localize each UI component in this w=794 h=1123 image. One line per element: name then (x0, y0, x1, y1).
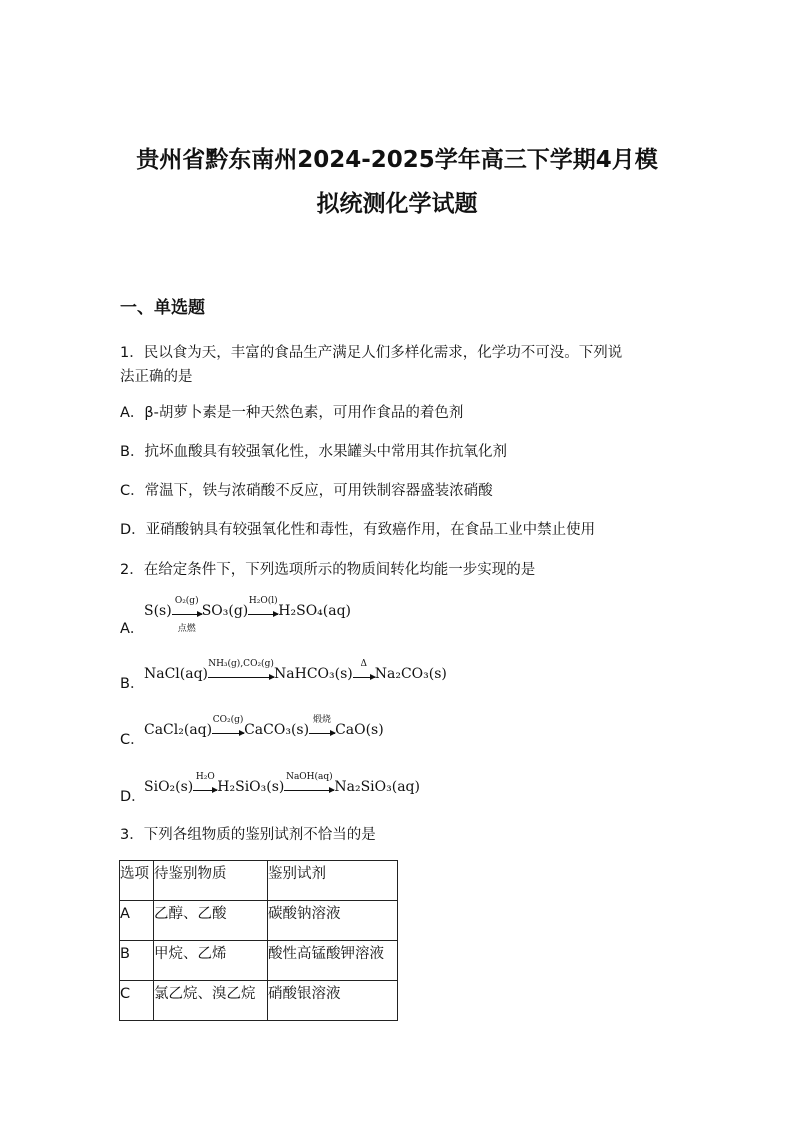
species: S(s) (144, 603, 172, 619)
question-1-stem-line-2: 法正确的是 (120, 369, 193, 385)
species: SO₃(g) (201, 603, 249, 619)
arrow-condition: Δ (360, 659, 367, 669)
reaction-formula (144, 659, 447, 682)
table-cell: 乙醇、乙酸 (154, 901, 268, 941)
reaction-formula (144, 772, 420, 795)
arrow-condition-below: 点燃 (177, 624, 196, 634)
question-1-option-a: A．β-胡萝卜素是一种天然色素，可用作食品的着色剂 (120, 405, 464, 421)
table-cell: A (120, 901, 154, 941)
arrow-condition: 煅烧 (313, 715, 332, 725)
arrow-condition: CO₂(g) (212, 715, 244, 725)
arrow-condition: NaOH(aq) (286, 772, 333, 782)
reaction-arrow (193, 772, 217, 791)
question-1-option-d: D．亚硝酸钠具有较强氧化性和毒性，有致癌作用，在食品工业中禁止使用 (120, 522, 596, 538)
arrow-condition: NH₃(g),CO₂(g) (208, 659, 274, 669)
reaction-arrow (172, 596, 202, 634)
table-cell: B (120, 941, 154, 981)
species: H₂SO₄(aq) (278, 603, 352, 619)
option-letter: A． (120, 621, 145, 637)
document-title (100, 138, 694, 226)
table-cell: C (120, 981, 154, 1021)
arrow-condition: O₂(g) (174, 596, 199, 606)
species: SiO₂(s) (144, 779, 194, 795)
question-1-stem-line-1: 1．民以食为天，丰富的食品生产满足人们多样化需求，化学功不可没。下列说 (120, 345, 623, 361)
reaction-formula (144, 596, 352, 634)
question-2-stem: 2．在给定条件下，下列选项所示的物质间转化均能一步实现的是 (120, 562, 536, 578)
reaction-arrow (212, 715, 244, 734)
reaction-arrow (284, 772, 334, 791)
table-cell: 选项 (120, 861, 154, 901)
table-row (120, 941, 398, 981)
question-1-stem (120, 341, 680, 389)
table-cell: 酸性高锰酸钾溶液 (268, 941, 398, 981)
reaction-arrow (208, 659, 274, 678)
reaction-arrow (248, 596, 278, 615)
reaction-arrow (353, 659, 375, 678)
title-line-1: 贵州省黔东南州2024-2025学年高三下学期4月模 (136, 147, 658, 173)
title-line-2: 拟统测化学试题 (316, 191, 478, 217)
question-1-option-c: C．常温下，铁与浓硝酸不反应，可用铁制容器盛装浓硝酸 (120, 483, 493, 499)
table-cell: 待鉴别物质 (154, 861, 268, 901)
species: CaO(s) (335, 722, 384, 738)
option-letter: D． (120, 789, 146, 805)
table-cell: 氯乙烷、溴乙烷 (154, 981, 268, 1021)
option-letter: C． (120, 732, 145, 748)
table-row (120, 981, 398, 1021)
table-cell: 硝酸银溶液 (268, 981, 398, 1021)
question-1-option-b: B．抗坏血酸具有较强氧化性，水果罐头中常用其作抗氧化剂 (120, 444, 507, 460)
arrow-condition: H₂O(l) (248, 596, 278, 606)
table-row (120, 861, 398, 901)
species: Na₂CO₃(s) (374, 666, 447, 682)
table-cell: 鉴别试剂 (268, 861, 398, 901)
reaction-formula (144, 715, 384, 738)
section-heading: 一、单选题 (120, 298, 205, 318)
species: NaCl(aq) (144, 666, 209, 682)
table-row (120, 901, 398, 941)
question-3-table (119, 860, 398, 1021)
species: Na₂SiO₃(aq) (334, 779, 420, 795)
question-3-stem: 3．下列各组物质的鉴别试剂不恰当的是 (120, 827, 376, 843)
species: CaCO₃(s) (244, 722, 310, 738)
arrow-condition: H₂O (195, 772, 215, 782)
table-cell: 甲烷、乙烯 (154, 941, 268, 981)
table-cell: 碳酸钠溶液 (268, 901, 398, 941)
species: NaHCO₃(s) (274, 666, 353, 682)
option-letter: B． (120, 676, 145, 692)
species: CaCl₂(aq) (144, 722, 213, 738)
reaction-arrow (309, 715, 335, 734)
species: H₂SiO₃(s) (217, 779, 285, 795)
